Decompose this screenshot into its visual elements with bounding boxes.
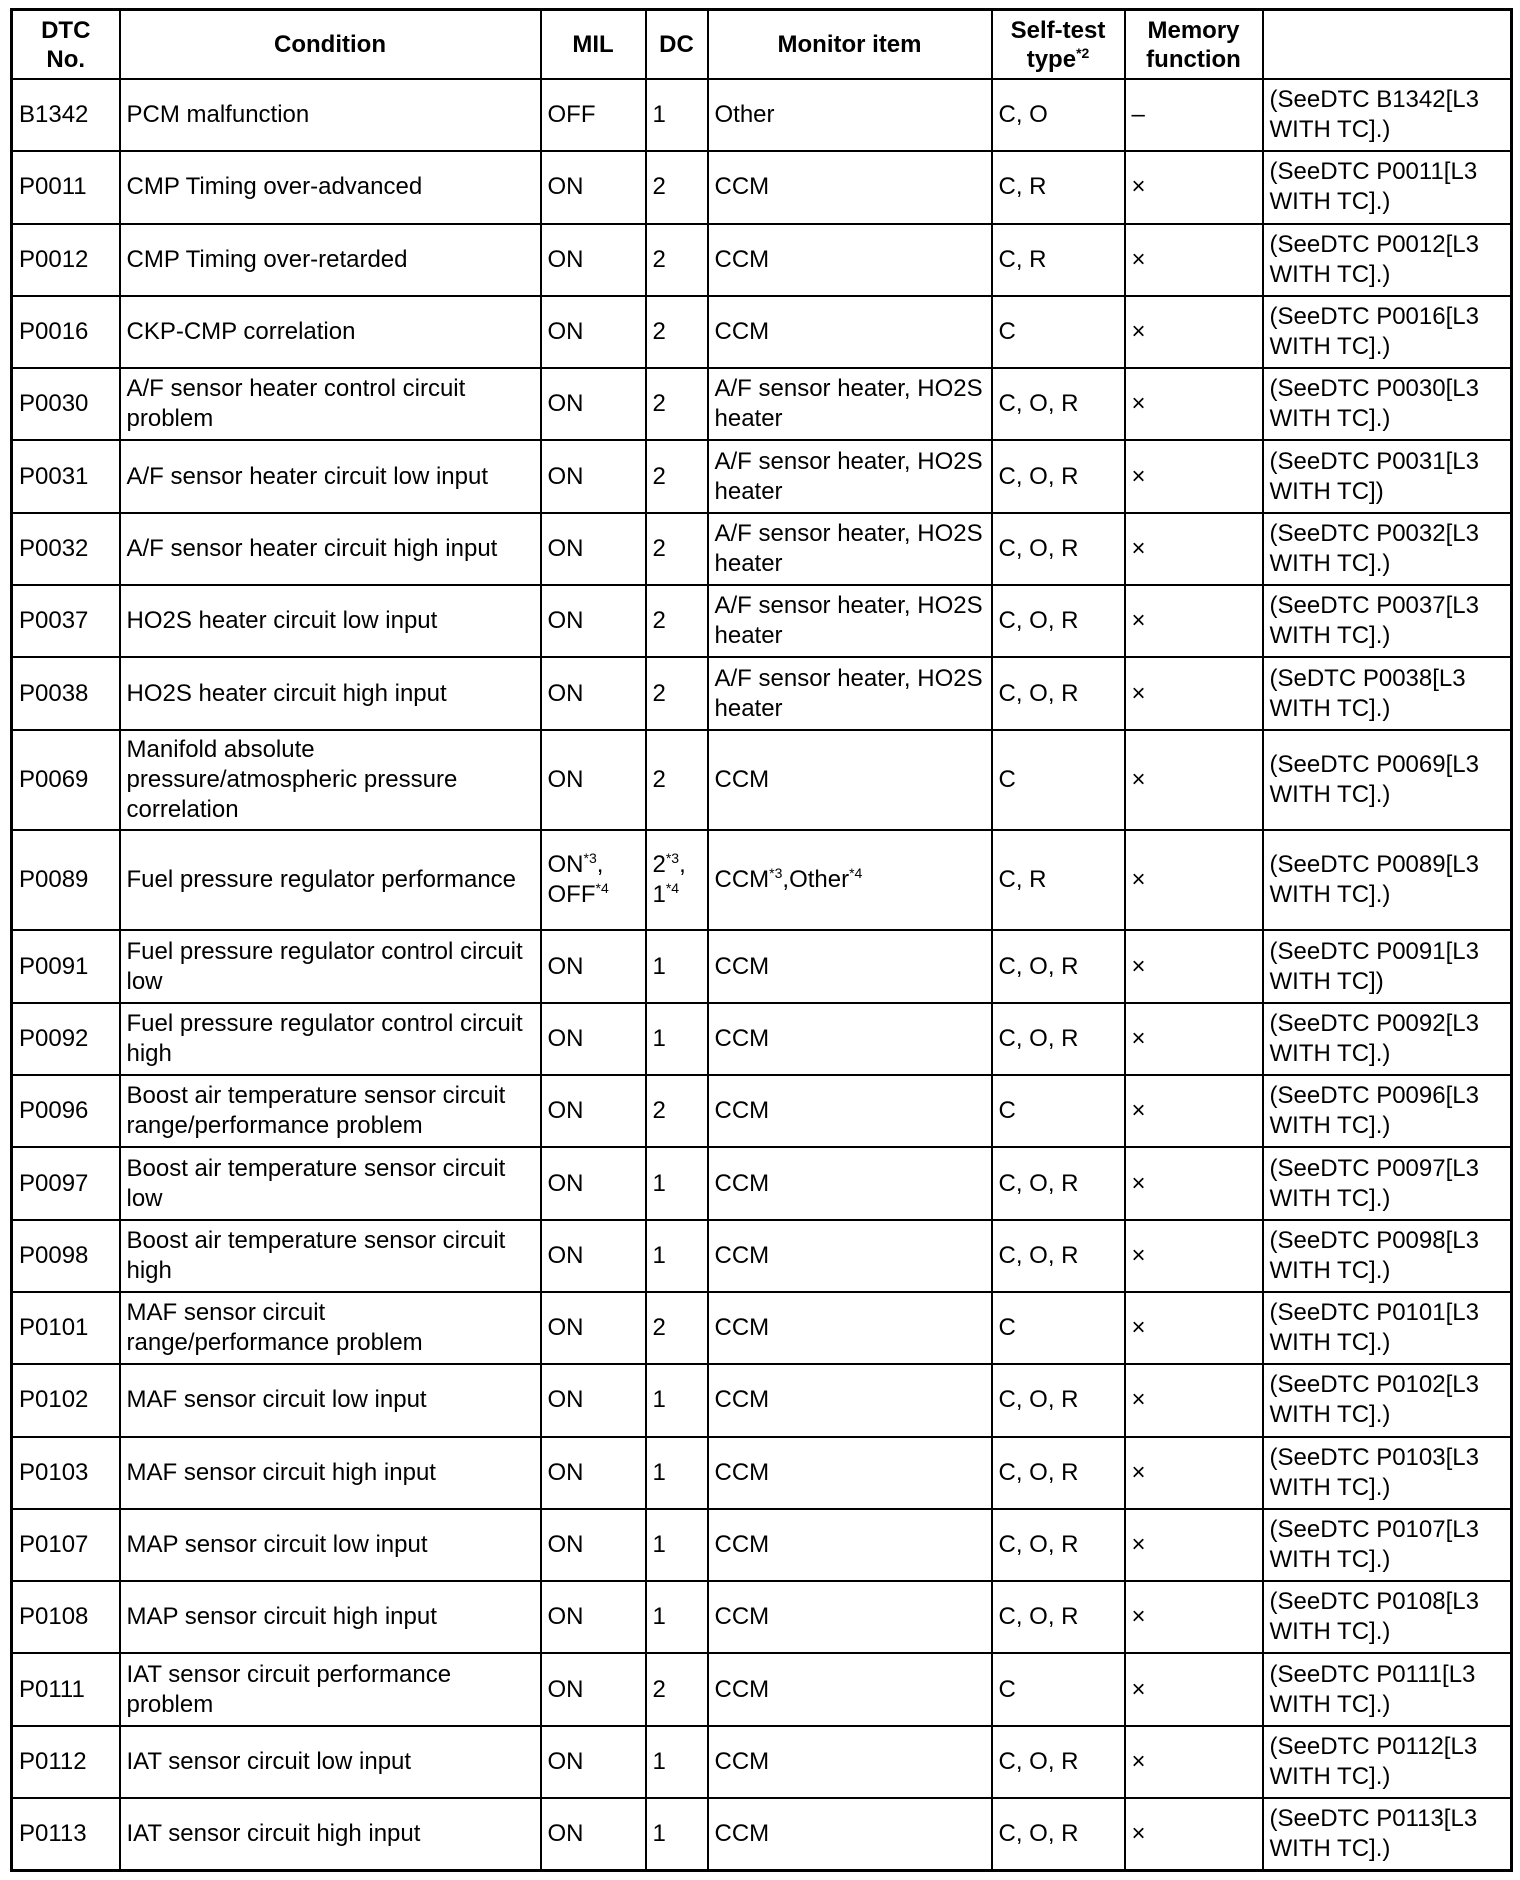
memory-function-cell: ×: [1125, 1075, 1263, 1147]
mil-cell: ON: [541, 730, 646, 830]
condition-cell: MAP sensor circuit high input: [120, 1581, 541, 1653]
condition-cell: CMP Timing over-advanced: [120, 151, 541, 223]
reference-cell: (SeeDTC P0112[L3 WITH TC].): [1263, 1726, 1512, 1798]
monitor-item-cell: Other: [708, 79, 992, 151]
reference-cell: (SeeDTC P0107[L3 WITH TC].): [1263, 1509, 1512, 1581]
reference-cell: (SeeDTC P0111[L3 WITH TC].): [1263, 1653, 1512, 1725]
dc-cell: 2: [646, 368, 708, 440]
dtc-number-cell: P0032: [12, 513, 120, 585]
table-row: [12, 440, 1512, 512]
dc-cell: 2$^{*3}$, 1$^{*4}$: [646, 830, 708, 930]
dtc-number-cell: P0111: [12, 1653, 120, 1725]
monitor-item-cell: A/F sensor heater, HO2S heater: [708, 513, 992, 585]
condition-cell: PCM malfunction: [120, 79, 541, 151]
memory-function-cell: ×: [1125, 930, 1263, 1002]
dc-cell: 2: [646, 440, 708, 512]
dc-cell: 1: [646, 1003, 708, 1075]
monitor-item-cell: CCM: [708, 296, 992, 368]
self-test-type-cell: C, O: [992, 79, 1125, 151]
reference-cell: (SeeDTC P0069[L3 WITH TC].): [1263, 730, 1512, 830]
dc-cell: 2: [646, 657, 708, 729]
table-row: [12, 1581, 1512, 1653]
condition-cell: HO2S heater circuit low input: [120, 585, 541, 657]
dc-cell: 2: [646, 1292, 708, 1364]
condition-cell: IAT sensor circuit performance problem: [120, 1653, 541, 1725]
table-row: [12, 296, 1512, 368]
header-row: [12, 10, 1512, 80]
monitor-item-cell: CCM: [708, 1798, 992, 1870]
mil-cell: ON: [541, 296, 646, 368]
memory-function-cell: ×: [1125, 1653, 1263, 1725]
self-test-type-cell: C, R: [992, 830, 1125, 930]
mil-cell: ON: [541, 440, 646, 512]
table-row: [12, 1075, 1512, 1147]
reference-cell: (SeeDTC P0101[L3 WITH TC].): [1263, 1292, 1512, 1364]
dtc-table: [10, 8, 1513, 1872]
dtc-number-cell: P0037: [12, 585, 120, 657]
reference-cell: (SeeDTC P0113[L3 WITH TC].): [1263, 1798, 1512, 1870]
self-test-type-cell: C, O, R: [992, 368, 1125, 440]
monitor-item-cell: CCM: [708, 224, 992, 296]
dtc-number-cell: P0031: [12, 440, 120, 512]
dc-cell: 1: [646, 1437, 708, 1509]
dtc-number-cell: P0101: [12, 1292, 120, 1364]
dtc-number-cell: P0098: [12, 1220, 120, 1292]
reference-cell: (SeeDTC P0096[L3 WITH TC].): [1263, 1075, 1512, 1147]
condition-cell: Fuel pressure regulator performance: [120, 830, 541, 930]
condition-cell: HO2S heater circuit high input: [120, 657, 541, 729]
monitor-item-cell: A/F sensor heater, HO2S heater: [708, 585, 992, 657]
dtc-number-cell: P0096: [12, 1075, 120, 1147]
condition-cell: MAF sensor circuit low input: [120, 1364, 541, 1436]
self-test-type-cell: C, O, R: [992, 1003, 1125, 1075]
condition-cell: Boost air temperature sensor circuit low: [120, 1147, 541, 1219]
mil-cell: ON: [541, 1437, 646, 1509]
mil-cell: ON: [541, 368, 646, 440]
memory-function-cell: ×: [1125, 1003, 1263, 1075]
condition-cell: Manifold absolute pressure/atmospheric pressure correlation: [120, 730, 541, 830]
mil-cell: ON: [541, 1581, 646, 1653]
mil-cell: ON: [541, 1653, 646, 1725]
reference-cell: (SeeDTC P0102[L3 WITH TC].): [1263, 1364, 1512, 1436]
mil-cell: ON: [541, 657, 646, 729]
monitor-item-cell: CCM: [708, 1220, 992, 1292]
reference-cell: (SeeDTC B1342[L3 WITH TC].): [1263, 79, 1512, 151]
header-self-test-type: Self-test type$^{*2}$: [992, 10, 1125, 80]
table-row: [12, 1364, 1512, 1436]
condition-cell: CMP Timing over-retarded: [120, 224, 541, 296]
self-test-type-cell: C, O, R: [992, 1509, 1125, 1581]
condition-cell: IAT sensor circuit high input: [120, 1798, 541, 1870]
memory-function-cell: ×: [1125, 296, 1263, 368]
mil-cell: ON: [541, 1798, 646, 1870]
mil-cell: ON: [541, 1147, 646, 1219]
table-row: [12, 151, 1512, 223]
monitor-item-cell: A/F sensor heater, HO2S heater: [708, 440, 992, 512]
monitor-item-cell: CCM: [708, 730, 992, 830]
self-test-type-cell: C: [992, 1292, 1125, 1364]
table-row: [12, 1509, 1512, 1581]
memory-function-cell: ×: [1125, 224, 1263, 296]
dtc-number-cell: P0092: [12, 1003, 120, 1075]
memory-function-cell: ×: [1125, 1364, 1263, 1436]
condition-cell: Boost air temperature sensor circuit range/performance problem: [120, 1075, 541, 1147]
reference-cell: (SeeDTC P0031[L3 WITH TC]): [1263, 440, 1512, 512]
mil-cell: ON: [541, 1364, 646, 1436]
reference-cell: (SeeDTC P0032[L3 WITH TC].): [1263, 513, 1512, 585]
memory-function-cell: ×: [1125, 1292, 1263, 1364]
monitor-item-cell: A/F sensor heater, HO2S heater: [708, 657, 992, 729]
memory-function-cell: ×: [1125, 1798, 1263, 1870]
reference-cell: (SeeDTC P0097[L3 WITH TC].): [1263, 1147, 1512, 1219]
monitor-item-cell: CCM: [708, 1653, 992, 1725]
monitor-item-cell: A/F sensor heater, HO2S heater: [708, 368, 992, 440]
self-test-type-cell: C, O, R: [992, 440, 1125, 512]
dc-cell: 1: [646, 1147, 708, 1219]
dc-cell: 2: [646, 513, 708, 585]
reference-cell: (SeeDTC P0089[L3 WITH TC].): [1263, 830, 1512, 930]
dtc-number-cell: P0097: [12, 1147, 120, 1219]
self-test-type-cell: C, O, R: [992, 930, 1125, 1002]
memory-function-cell: ×: [1125, 151, 1263, 223]
monitor-item-cell: CCM: [708, 1003, 992, 1075]
dc-cell: 2: [646, 730, 708, 830]
memory-function-cell: ×: [1125, 368, 1263, 440]
dtc-number-cell: P0069: [12, 730, 120, 830]
dc-cell: 2: [646, 1075, 708, 1147]
monitor-item-cell: CCM$^{*3}$,Other$^{*4}$: [708, 830, 992, 930]
self-test-type-cell: C, O, R: [992, 1581, 1125, 1653]
table-row: [12, 368, 1512, 440]
reference-cell: (SeeDTC P0091[L3 WITH TC]): [1263, 930, 1512, 1002]
monitor-item-cell: CCM: [708, 1581, 992, 1653]
condition-cell: Fuel pressure regulator control circuit low: [120, 930, 541, 1002]
reference-cell: (SeeDTC P0098[L3 WITH TC].): [1263, 1220, 1512, 1292]
header-reference: [1263, 10, 1512, 80]
dtc-number-cell: P0089: [12, 830, 120, 930]
table-row: [12, 1147, 1512, 1219]
dtc-number-cell: P0030: [12, 368, 120, 440]
mil-cell: ON: [541, 1509, 646, 1581]
memory-function-cell: ×: [1125, 830, 1263, 930]
mil-cell: ON$^{*3}$, OFF$^{*4}$: [541, 830, 646, 930]
dc-cell: 1: [646, 1509, 708, 1581]
self-test-type-cell: C: [992, 730, 1125, 830]
header-memory-function: Memory function: [1125, 10, 1263, 80]
mil-cell: ON: [541, 1220, 646, 1292]
monitor-item-cell: CCM: [708, 930, 992, 1002]
self-test-type-cell: C, O, R: [992, 657, 1125, 729]
reference-cell: (SeeDTC P0016[L3 WITH TC].): [1263, 296, 1512, 368]
dc-cell: 2: [646, 1653, 708, 1725]
self-test-type-cell: C: [992, 296, 1125, 368]
header-mil: MIL: [541, 10, 646, 80]
dtc-number-cell: P0102: [12, 1364, 120, 1436]
memory-function-cell: ×: [1125, 1726, 1263, 1798]
dc-cell: 2: [646, 585, 708, 657]
reference-cell: (SeeDTC P0103[L3 WITH TC].): [1263, 1437, 1512, 1509]
monitor-item-cell: CCM: [708, 1075, 992, 1147]
dtc-number-cell: P0016: [12, 296, 120, 368]
memory-function-cell: ×: [1125, 1581, 1263, 1653]
condition-cell: Boost air temperature sensor circuit high: [120, 1220, 541, 1292]
memory-function-cell: –: [1125, 79, 1263, 151]
monitor-item-cell: CCM: [708, 1437, 992, 1509]
dc-cell: 2: [646, 224, 708, 296]
dc-cell: 1: [646, 1220, 708, 1292]
dc-cell: 1: [646, 1726, 708, 1798]
dc-cell: 2: [646, 296, 708, 368]
dtc-number-cell: P0038: [12, 657, 120, 729]
table-row: [12, 930, 1512, 1002]
table-row: [12, 585, 1512, 657]
dtc-number-cell: B1342: [12, 79, 120, 151]
reference-cell: (SeeDTC P0011[L3 WITH TC].): [1263, 151, 1512, 223]
condition-cell: A/F sensor heater control circuit problem: [120, 368, 541, 440]
memory-function-cell: ×: [1125, 1220, 1263, 1292]
monitor-item-cell: CCM: [708, 151, 992, 223]
table-row: [12, 657, 1512, 729]
table-row: [12, 1220, 1512, 1292]
dtc-number-cell: P0011: [12, 151, 120, 223]
self-test-type-cell: C, R: [992, 224, 1125, 296]
dtc-number-cell: P0113: [12, 1798, 120, 1870]
table-row: [12, 1292, 1512, 1364]
dc-cell: 1: [646, 1798, 708, 1870]
self-test-type-cell: C, O, R: [992, 1220, 1125, 1292]
self-test-type-cell: C: [992, 1653, 1125, 1725]
dc-cell: 2: [646, 151, 708, 223]
dtc-number-cell: P0107: [12, 1509, 120, 1581]
mil-cell: ON: [541, 224, 646, 296]
memory-function-cell: ×: [1125, 1437, 1263, 1509]
mil-cell: ON: [541, 585, 646, 657]
table-row: [12, 830, 1512, 930]
memory-function-cell: ×: [1125, 585, 1263, 657]
reference-cell: (SeDTC P0038[L3 WITH TC].): [1263, 657, 1512, 729]
memory-function-cell: ×: [1125, 440, 1263, 512]
memory-function-cell: ×: [1125, 730, 1263, 830]
self-test-type-cell: C, O, R: [992, 585, 1125, 657]
table-row: [12, 1437, 1512, 1509]
mil-cell: ON: [541, 1003, 646, 1075]
table-row: [12, 1798, 1512, 1870]
dtc-number-cell: P0012: [12, 224, 120, 296]
self-test-type-cell: C, O, R: [992, 1437, 1125, 1509]
dc-cell: 1: [646, 930, 708, 1002]
reference-cell: (SeeDTC P0037[L3 WITH TC].): [1263, 585, 1512, 657]
table-row: [12, 1653, 1512, 1725]
monitor-item-cell: CCM: [708, 1726, 992, 1798]
mil-cell: ON: [541, 513, 646, 585]
self-test-type-cell: C, O, R: [992, 513, 1125, 585]
condition-cell: IAT sensor circuit low input: [120, 1726, 541, 1798]
self-test-type-cell: C, O, R: [992, 1798, 1125, 1870]
table-row: [12, 1726, 1512, 1798]
header-monitor-item: Monitor item: [708, 10, 992, 80]
mil-cell: ON: [541, 1292, 646, 1364]
reference-cell: (SeeDTC P0012[L3 WITH TC].): [1263, 224, 1512, 296]
table-row: [12, 79, 1512, 151]
mil-cell: ON: [541, 930, 646, 1002]
reference-cell: (SeeDTC P0030[L3 WITH TC].): [1263, 368, 1512, 440]
dtc-number-cell: P0091: [12, 930, 120, 1002]
monitor-item-cell: CCM: [708, 1147, 992, 1219]
monitor-item-cell: CCM: [708, 1292, 992, 1364]
condition-cell: A/F sensor heater circuit low input: [120, 440, 541, 512]
monitor-item-cell: CCM: [708, 1364, 992, 1436]
mil-cell: ON: [541, 1726, 646, 1798]
mil-cell: OFF: [541, 79, 646, 151]
dc-cell: 1: [646, 1581, 708, 1653]
dc-cell: 1: [646, 79, 708, 151]
header-dtc-no: DTC No.: [12, 10, 120, 80]
mil-cell: ON: [541, 151, 646, 223]
reference-cell: (SeeDTC P0092[L3 WITH TC].): [1263, 1003, 1512, 1075]
table-row: [12, 224, 1512, 296]
self-test-type-cell: C, O, R: [992, 1726, 1125, 1798]
header-dc: DC: [646, 10, 708, 80]
self-test-type-cell: C: [992, 1075, 1125, 1147]
header-condition: Condition: [120, 10, 541, 80]
condition-cell: MAF sensor circuit range/performance problem: [120, 1292, 541, 1364]
self-test-type-cell: C, O, R: [992, 1364, 1125, 1436]
dtc-number-cell: P0112: [12, 1726, 120, 1798]
condition-cell: CKP-CMP correlation: [120, 296, 541, 368]
memory-function-cell: ×: [1125, 1147, 1263, 1219]
condition-cell: Fuel pressure regulator control circuit high: [120, 1003, 541, 1075]
reference-cell: (SeeDTC P0108[L3 WITH TC].): [1263, 1581, 1512, 1653]
memory-function-cell: ×: [1125, 513, 1263, 585]
table-row: [12, 513, 1512, 585]
table-row: [12, 1003, 1512, 1075]
mil-cell: ON: [541, 1075, 646, 1147]
dc-cell: 1: [646, 1364, 708, 1436]
memory-function-cell: ×: [1125, 1509, 1263, 1581]
monitor-item-cell: CCM: [708, 1509, 992, 1581]
dtc-number-cell: P0108: [12, 1581, 120, 1653]
condition-cell: MAF sensor circuit high input: [120, 1437, 541, 1509]
table-row: [12, 730, 1512, 830]
condition-cell: MAP sensor circuit low input: [120, 1509, 541, 1581]
self-test-type-cell: C, O, R: [992, 1147, 1125, 1219]
self-test-type-cell: C, R: [992, 151, 1125, 223]
memory-function-cell: ×: [1125, 657, 1263, 729]
condition-cell: A/F sensor heater circuit high input: [120, 513, 541, 585]
dtc-number-cell: P0103: [12, 1437, 120, 1509]
